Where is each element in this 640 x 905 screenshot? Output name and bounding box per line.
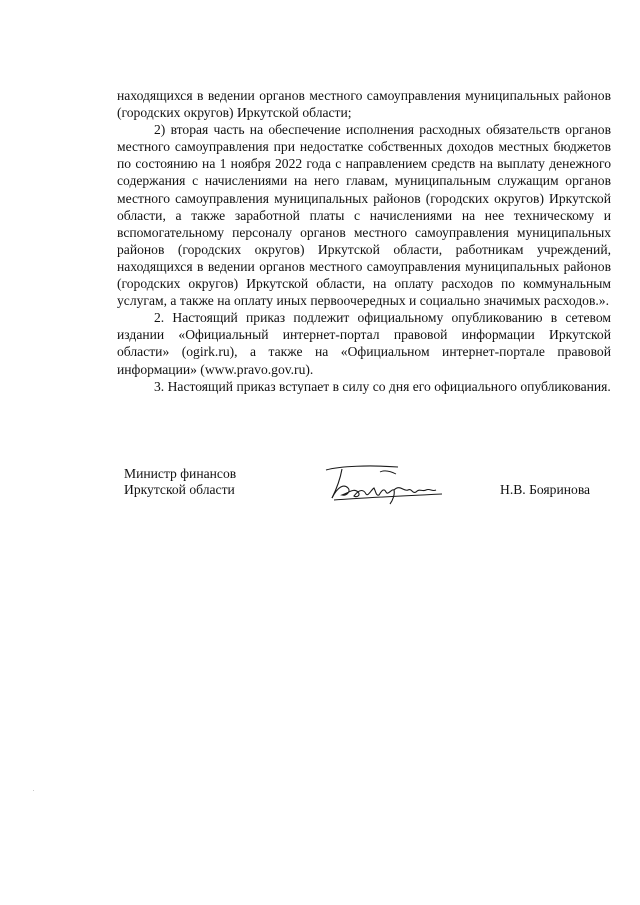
signer-title-line-1: Министр финансов bbox=[124, 466, 237, 481]
signature-block bbox=[0, 466, 640, 526]
handwritten-signature bbox=[320, 462, 450, 506]
signer-name: Н.В. Бояринова bbox=[500, 482, 591, 497]
document-body bbox=[117, 87, 611, 395]
scan-dot bbox=[33, 790, 34, 791]
paragraph-publication: 2. Настоящий приказ подлежит официальному опубликованию в сетевом издании «Официальный интернет-портал правовой информации Иркутской области» (ogirk.ru), а также на «Официальном интернет-портале правовой информации» (www.pravo.gov.ru). bbox=[117, 310, 611, 377]
paragraph-continuation: находящихся в ведении органов местного самоуправления муниципальных районов (городских округов) Иркутской области; bbox=[117, 88, 611, 121]
paragraph-item-2: 2) вторая часть на обеспечение исполнения расходных обязательств органов местного самоуправления при недостатке собственных доходов местных бюджетов по состоянию на 1 ноября 2022 года с направлением средств на выплату денежного содержания с начислениями на него главам, муниципальным служащим органов местного самоуправления муниципальных районов (городских округов) Иркутской области, а также заработной платы с начислениями на нее техническому и вспомогательному персоналу органов местного самоуправления муниципальных районов (городских округов) Иркутской области, работникам учреждений, находящихся в ведении органов местного самоуправления муниципальных районов (городских округов) Иркутской области, на оплату расходов по коммунальным услугам, а также на оплату иных первоочередных и социально значимых расходов.». bbox=[117, 122, 611, 309]
signer-title bbox=[124, 466, 236, 498]
signer-title-line-2: Иркутской области bbox=[124, 482, 235, 497]
paragraph-effective-date: 3. Настоящий приказ вступает в силу со дня его официального опубликования. bbox=[154, 378, 611, 394]
